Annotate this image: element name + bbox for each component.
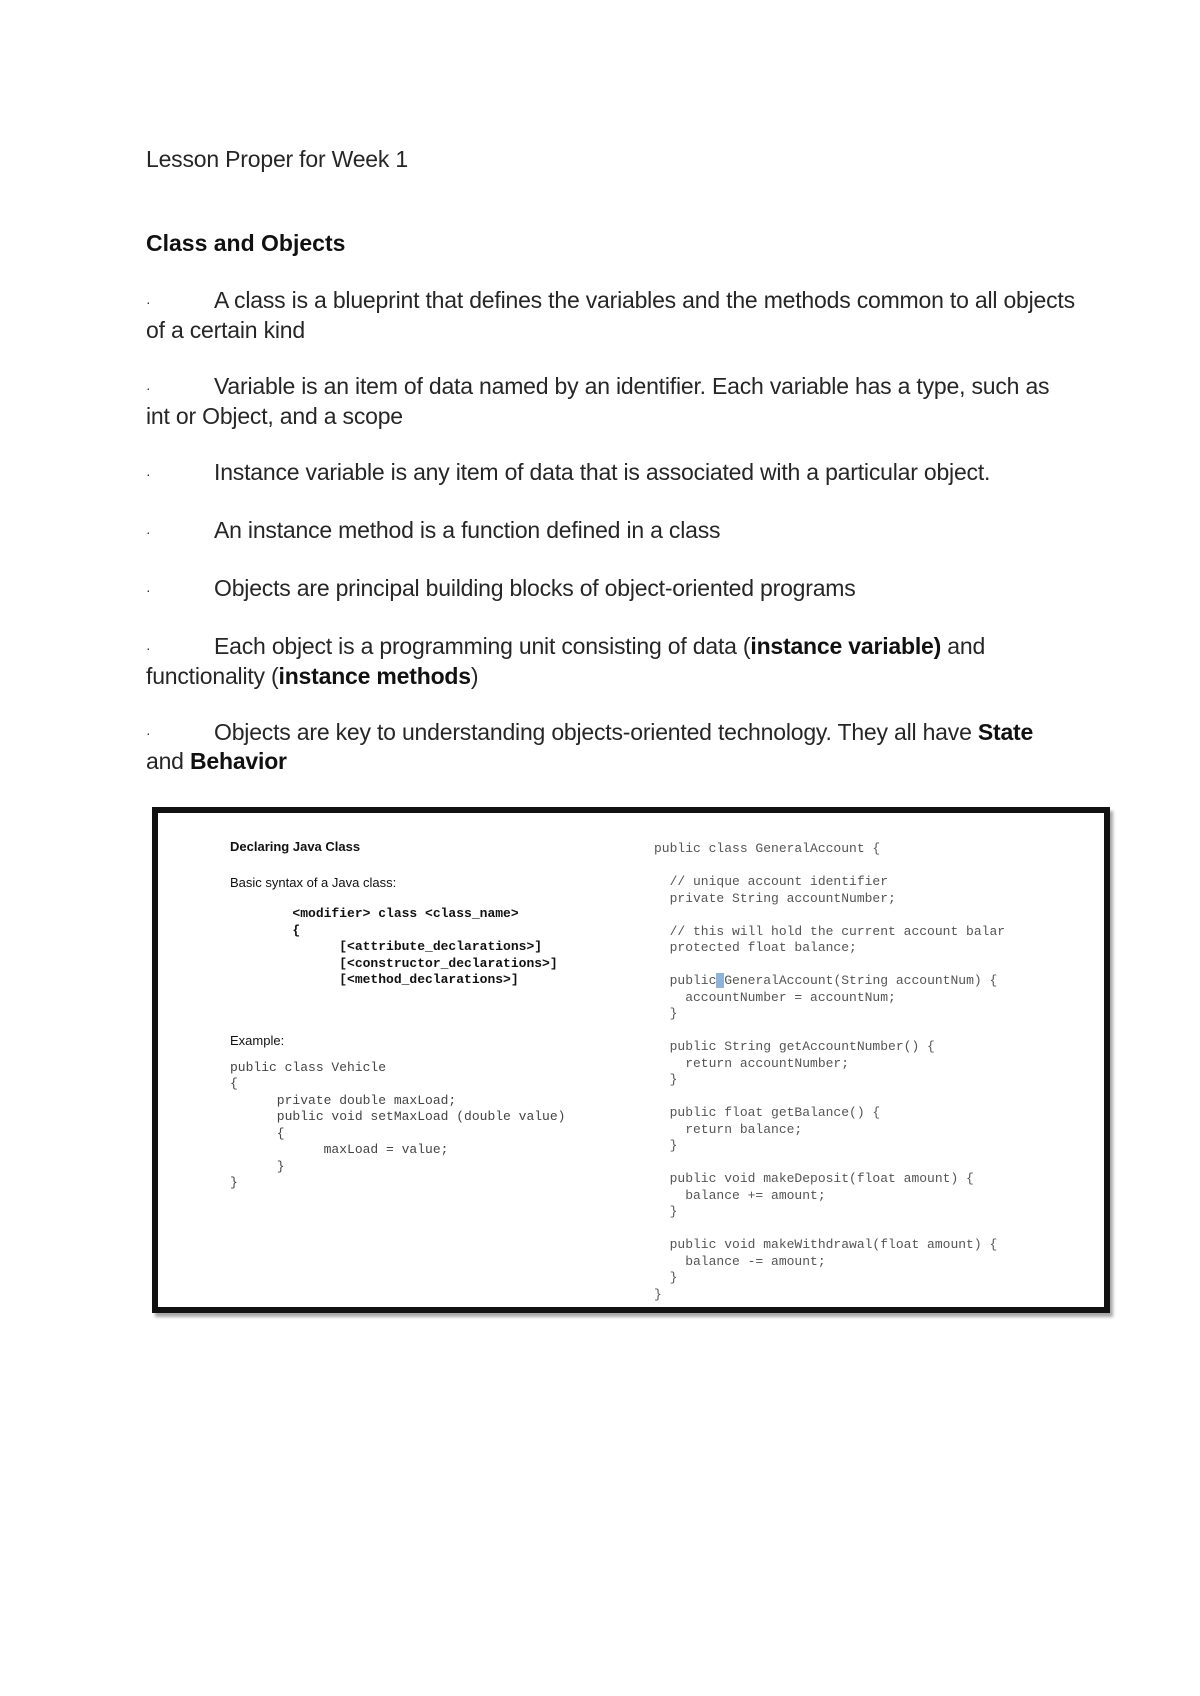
bullet-marker: · (146, 379, 151, 396)
bullet-item (146, 516, 1076, 546)
bold-term: instance methods (278, 662, 471, 689)
figure-subtitle: Basic syntax of a Java class: (230, 875, 397, 890)
code-segment: GeneralAccount(String accountNum) { accountNumber = accountNum; } public String getAccountNumber() { return accountNumber; } public float getBalance() { return balance; } public void makeDeposit(float amount) { balance += amount; } public void makeWithdrawal(float amount) { balance -= amount; } } (654, 973, 998, 1302)
bullet-item (146, 632, 1076, 690)
section-title: Class and Objects (146, 230, 346, 256)
bullet-text: An instance method is a function defined in a class (214, 516, 721, 543)
figure-right-panel (654, 841, 1094, 1303)
java-class-figure (152, 807, 1110, 1313)
bullet-text: Objects are principal building blocks of object-oriented programs (214, 574, 856, 601)
bullet-text: ) (470, 662, 479, 689)
bullet-text: and functionality ( (146, 632, 986, 689)
bullet-text: and (146, 748, 190, 775)
page-heading: Lesson Proper for Week 1 (146, 146, 408, 172)
bullet-item (146, 286, 1076, 344)
bold-term: State (977, 718, 1034, 745)
bullet-text: Objects are key to understanding objects-oriented technology. They all have (214, 718, 978, 745)
general-account-code-block (654, 841, 1094, 1303)
example-label: Example: (230, 1032, 285, 1048)
bullet-text: Variable is an item of data named by an identifier. Each variable has a type, such as int or Object, and a scope (146, 372, 1050, 429)
example-code-block: public class Vehicle { private double maxLoad; public void setMaxLoad (double value) { maxLoad = value; } } (230, 1059, 566, 1190)
bullet-text: Each object is a programming unit consisting of data ( (214, 632, 751, 659)
bullet-marker: · (146, 523, 151, 540)
bullet-marker: · (146, 581, 151, 598)
bullet-item (146, 574, 1076, 604)
code-segment: public class GeneralAccount { // unique account identifier private String accountNumber; // this will hold the current account balar protected float balance; public (654, 841, 1006, 988)
bullet-text: Instance variable is any item of data that is associated with a particular object. (214, 458, 991, 485)
bullet-marker: · (146, 465, 151, 482)
figure-title: Declaring Java Class (230, 839, 361, 854)
bullet-text: A class is a blueprint that defines the variables and the methods common to all objects of a certain kind (146, 287, 1075, 343)
bullet-item (146, 718, 1076, 776)
bullet-item (146, 458, 1076, 488)
bullet-list (146, 286, 1076, 803)
bold-term: instance variable) (750, 632, 942, 659)
figure-left-panel (230, 839, 650, 1192)
bullet-marker: · (146, 293, 151, 310)
bullet-marker: · (146, 639, 151, 656)
bold-term: Behavior (189, 748, 287, 775)
bullet-item (146, 372, 1076, 430)
bullet-marker: · (146, 725, 151, 742)
syntax-code-block: <modifier> class <class_name> { [<attribute_declarations>] [<constructor_declarations>] [<method_declarations>] (292, 906, 558, 987)
